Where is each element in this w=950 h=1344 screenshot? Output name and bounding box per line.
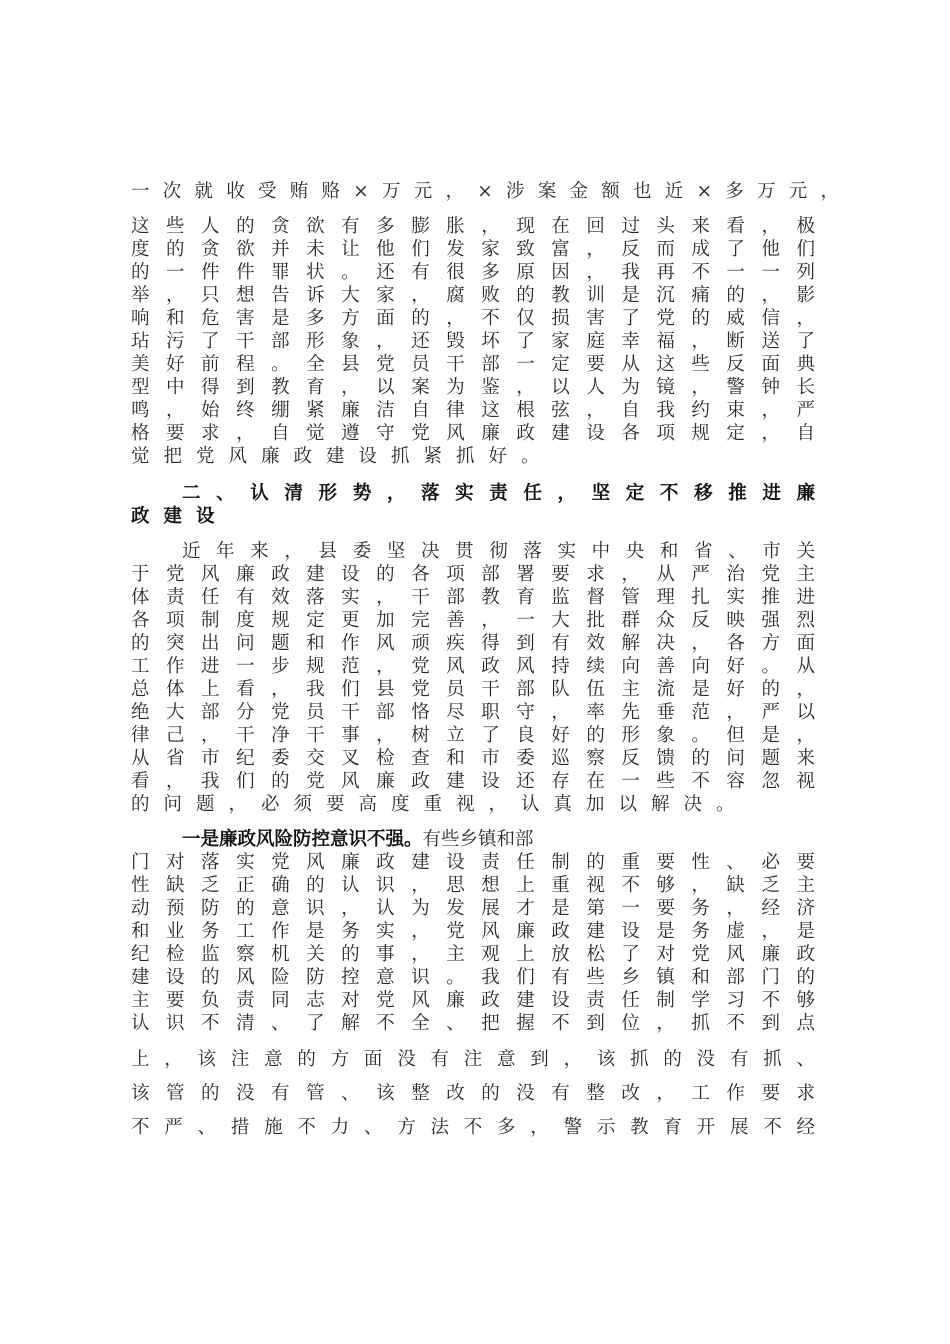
body-line: 觉把党风廉政建设抓紧抓好。	[131, 446, 554, 467]
body-line: 上，该注意的方面没有注意到，该抓的没有抓、	[131, 1049, 815, 1070]
body-line: 纪检监察机关的事，主观上放松了对党风廉政	[131, 944, 815, 965]
body-line: 响和危害是多方面的，不仅损害了党的威信，	[131, 308, 815, 329]
body-line: 格要求，自觉遵守党风廉政建设各项规定，自	[131, 423, 815, 444]
body-line: 的一件件罪状。还有很多原因，我再不一一列	[131, 262, 815, 283]
body-line: 和业务工作是务实，党风廉政建设是务虚，是	[131, 921, 815, 942]
body-line: 的问题，必须要高度重视，认真加以解决。	[131, 794, 749, 815]
body-line: 型中得到教育，以案为鉴，以人为镜，警钟长	[131, 377, 815, 398]
body-line: 律己，干净干事，树立了良好的形象。但是，	[131, 725, 815, 746]
body-line: 认识不清、了解不全、把握不到位，抓不到点	[131, 1013, 815, 1034]
body-line: 鸣，始终绷紧廉洁自律这根弦，自我约束，严	[131, 400, 815, 421]
section-heading: 政建设	[131, 506, 229, 527]
paragraph-lead-line	[182, 828, 815, 852]
body-line: 的突出问题和作风顽疾得到有效解决，各方面	[131, 633, 815, 654]
body-line: 这些人的贪欲有多膨胀，现在回过头来看，极	[131, 216, 815, 237]
body-line: 举，只想告诉大家，腐败的教训是沉痛的，影	[131, 285, 815, 306]
body-line: 工作进一步规范，党风政风持续向善向好。从	[131, 656, 815, 677]
body-line: 从省市纪委交叉检查和市委巡察反馈的问题来	[131, 748, 815, 769]
body-line: 不严、措施不力、方法不多，警示教育开展不经	[131, 1117, 815, 1138]
body-line: 动预防的意识，认为发展才是第一要务，经济	[131, 898, 815, 919]
body-line: 主要负责同志对党风廉政建设责任制学习不够	[131, 990, 815, 1011]
body-line: 近年来，县委坚决贯彻落实中央和省、市关	[182, 541, 815, 562]
body-line: 玷污了干部形象，还毁坏了家庭幸福，断送了	[131, 331, 815, 352]
body-line: 该管的没有管、该整改的没有整改，工作要求	[131, 1083, 815, 1104]
body-line: 体责任有效落实，干部教育监督管理扎实推进	[131, 587, 815, 608]
body-line: 度的贪欲并未让他们发家致富，反而成了他们	[131, 239, 815, 260]
body-line: 门对落实党风廉政建设责任制的重要性、必要	[131, 852, 815, 873]
section-heading: 二、认清形势，落实责任，坚定不移推进廉	[182, 483, 815, 504]
body-text: 有些乡镇和部	[422, 829, 534, 850]
body-line: 一次就收受贿赂×万元，×涉案金额也近×多万元，	[131, 181, 839, 202]
body-line: 于党风廉政建设的各项部署要求，从严治党主	[131, 564, 815, 585]
body-line: 总体上看，我们县党员干部队伍主流是好的，	[131, 679, 815, 700]
body-line: 绝大部分党员干部恪尽职守，率先垂范，严以	[131, 702, 815, 723]
body-line: 美好前程。全县党员干部一定要从这些反面典	[131, 354, 815, 375]
body-line: 建设的风险防控意识。我们有些乡镇和部门的	[131, 967, 815, 988]
body-line: 各项制度规定更加完善，一大批群众反映强烈	[131, 610, 815, 631]
body-line: 看，我们的党风廉政建设还存在一些不容忽视	[131, 771, 815, 792]
body-line: 性缺乏正确的认识，思想上重视不够，缺乏主	[131, 875, 815, 896]
point-heading: 一是廉政风险防控意识不强。	[182, 829, 423, 850]
